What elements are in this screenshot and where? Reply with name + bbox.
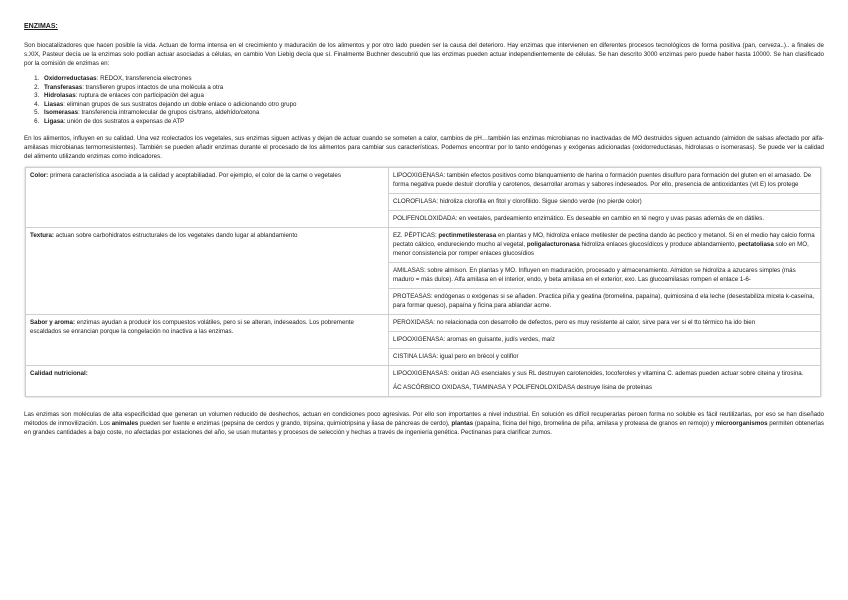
emphasis-text: microorganismos	[715, 419, 768, 427]
cell-text: hidroliza enlaces glucosídicos y produce ablandamiento,	[579, 240, 738, 248]
emphasis-text: plantas	[451, 419, 474, 427]
table-cell-nutricional	[26, 365, 389, 396]
cell-text: LIPOOXIGENASA: aromas en guisante, judís verdes, maíz	[393, 335, 555, 343]
table-cell-color	[26, 167, 389, 227]
cell-text: solo en MO, menor consistencia por romper enlaces glucosídios	[393, 240, 809, 257]
enzyme-quality-table	[25, 167, 821, 397]
enzyme-class-list	[24, 75, 824, 127]
class-name: Oxidorreductasas	[44, 75, 97, 82]
table-row	[26, 314, 821, 331]
class-desc: : eliminan grupos de sus sustratos dejando un doble enlace o adicionando otro grupo	[63, 100, 297, 108]
row-description: actuan sobre carbohidratos estructurales de los vegetales dando lugar al ablandamiento	[53, 231, 298, 239]
row-description: primera característica asociada a la calidad y aceptabiliadad. Por ejemplo, el color de la carne o vegetales	[48, 171, 341, 179]
closing-paragraph	[24, 410, 824, 437]
cell-text: ÁC ASCÓRBICO OXIDASA, TIAMINASA Y POLIFENOLOXIDASA destruye lisina de proteinas	[393, 383, 652, 391]
list-item	[41, 109, 824, 118]
table-cell-textura	[26, 227, 389, 314]
class-desc: : REDOX, transferencia electrones	[96, 75, 192, 82]
list-item	[41, 84, 824, 93]
table-cell	[389, 331, 821, 348]
table-cell	[389, 262, 821, 288]
class-desc: : unión de dos sustratos a expensas de ATP	[63, 117, 185, 125]
enzyme-name: pectinmetilesterasa	[438, 231, 497, 239]
table-cell	[389, 365, 821, 396]
list-item	[41, 101, 824, 110]
class-desc: : transfieren grupos intactos de una molécula a otra	[82, 83, 224, 91]
table-cell-sabor	[26, 314, 389, 365]
paragraph-text: (papaína, ficina del higo, bromelina de piña, amilasa y proteasa de granos en remojo) y	[473, 419, 716, 427]
class-name: Hidrolasas	[44, 92, 76, 100]
row-label: Textura:	[30, 231, 54, 239]
cell-text: PEROXIDASA: no relacionada con desarrollo de defectos, pero es muy resistente al calor, sirve para ver si el tto térmico ha ido bien	[393, 318, 756, 326]
list-item	[41, 75, 824, 84]
list-item	[41, 118, 824, 127]
cell-text: AMILASAS: sobre almison. En plantas y MO. Influyen en maduración, procesado y almacenamiento. Almidon se hidroliza a azucares simples (más maduro = más dulce). Alfa amilasa en el interior, endo, y beta amilasa en el exterior, exo. Las glucoamilasas rompen el enlace 1-6-	[393, 266, 796, 283]
enzyme-name: poligalacturonasa	[526, 240, 580, 248]
paragraph-text: Las enzimas son moléculas de alta especificidad que generan un volumen reducido de deshechos, actuan en condiciones poco agresivas. Por ello son importantes a nivel industrial. En solución es difícil recuperarlas peroen forma no soluble es fácil reutilizarlas, por eso se han diseñado métodos de inmovilización. Los	[24, 410, 824, 427]
enzyme-name: pectatoliasa	[738, 240, 774, 248]
cell-text: PROTEASAS: endógenas o exógenas si se añaden. Practica piña y geatina (bromelina, papaína), quimiosina d ela leche (desestabiliza micela k-caseína, para formar queso), papaína y ficina para ablandar acrne.	[393, 292, 815, 309]
table-cell	[389, 314, 821, 331]
class-name: Transferasas	[44, 83, 83, 91]
cell-text: POLIFENOLOXIDADA: en veetales, pardeamiento enzimático. Es deseable en cambio en té negro y uvas pasas además de en dátiles.	[393, 214, 765, 222]
emphasis-text: animales	[111, 419, 139, 427]
enzyme-table-wrapper	[25, 167, 821, 397]
class-name: Liasas	[44, 100, 64, 108]
class-name: Isomerasas	[44, 109, 79, 117]
food-quality-paragraph: En los alimentos, influyen en su calidad. Una vez rcolectados los vegetales, sus enzimas siguen activas y dejan de actuar cuando se someten a calor, cambios de pH…también las enzimas microbianas no inactivadas de MO destruidos siguen actuando (almidon de salsas afectado por alfa-amilasas microbianas termorresistentes). También se pueden añadir enzimas durante el procesado de los alimentos para cambiar sus características. Podemos encontrar por lo tanto endógenas y exógenas adicionadas (oxidorreductasas, hidrolasas o isomerasas). Se puede ver la calidad del alimento utilizando enzimas como indicadores.	[24, 134, 824, 160]
table-cell	[389, 288, 821, 314]
paragraph-text: pueden ser fuente e enzimas (pepsina de cerdos y grando, tripsina, quimiotripsina y liasa de páncreas de cerdo),	[138, 419, 452, 427]
table-row	[26, 167, 821, 193]
cell-text: en plantas y MO, hidroliza enlace metilester de pectina dando ác pectico y metanol. Si en el medio hay calcio forma pectato cálcico, endureciendo mucho al vegetal,	[393, 231, 815, 248]
table-row	[26, 227, 821, 262]
paragraph-text: permiten obtenerlas en grandes cantidades a bajo coste, no afectadas por estaciones del año, se usan mutantes y procesos de selección y hechas a través de ingeniería genética. Pectinanas para clarificar zumos.	[24, 419, 824, 436]
cell-text: CISTINA LIASA: igual pero en brécol y coliflor	[393, 352, 519, 360]
cell-text: CLOROFILASA: hidroliza clorofila en fitol y clorofilido. Sigue siendo verde (no pierde color)	[393, 197, 642, 205]
table-cell	[389, 210, 821, 227]
cell-text: LIPOOXIGENASA: también efectos positivos como blanquamiento de harina o formación puentes disulfuro para formación del gluten en el amasado. De forma negativa puede destuir clorofila y carotenos, desarrollar aromas y sabores indeseados. Por ello, presencia de antioxidantes (vit E) los protege	[393, 171, 812, 188]
table-cell	[389, 348, 821, 365]
table-cell	[389, 167, 821, 193]
list-item	[41, 92, 824, 101]
class-name: Ligasa	[44, 117, 64, 125]
document-title: ENZIMAS:	[24, 23, 58, 30]
document-page	[24, 22, 824, 437]
table-cell	[389, 193, 821, 210]
class-desc: : transferencia intramolecular de grupos cis/trans, aldehído/cetona	[78, 109, 260, 117]
row-description: enzimas ayudan a producir los compuestos volátiles, pero si se alteran, indeseados. Los pobremente escaldados se enrancian porque la congelación no inactiva a las enzimas.	[30, 318, 354, 335]
table-row	[26, 365, 821, 396]
cell-text: EZ. PÉPTICAS:	[393, 231, 439, 239]
intro-paragraph: Son biocatalizadores que hacen posible la vida. Actuan de forma intensa en el crecimiento y maduración de los alimentos y por otro lado pueden ser la causa del deterioro. Hay enzimas que intervienen en diferentes procesos tecnológicos de forma positiva (pan, cerveza..).. a finales de s.XIX, Pasteur decía ue la enzimas solo podían actuar asociadas a células, en cambio Von Liebig decía que sí. Finalmente Buchner descubrió que las enzimas pueden actuar independientemente de células. Se han descrito 3000 enzimas pero puede haber hasta 10000. Se han clasificado por la comisión de enzimas en:	[24, 42, 824, 67]
cell-text: LIPOOXIGENASAS: oxidan AG esenciales y sus RL destruyen carotenoides, tocoferoles y vitamina C. ademas pueden actuar sobre citeina y tirosina.	[393, 369, 804, 377]
class-desc: : ruptura de enlaces con participación del agua	[75, 92, 204, 100]
row-label: Calidad nutricional:	[30, 369, 88, 377]
row-label: Color:	[30, 171, 49, 179]
table-cell	[389, 227, 821, 262]
row-label: Sabor y aroma:	[30, 318, 76, 326]
